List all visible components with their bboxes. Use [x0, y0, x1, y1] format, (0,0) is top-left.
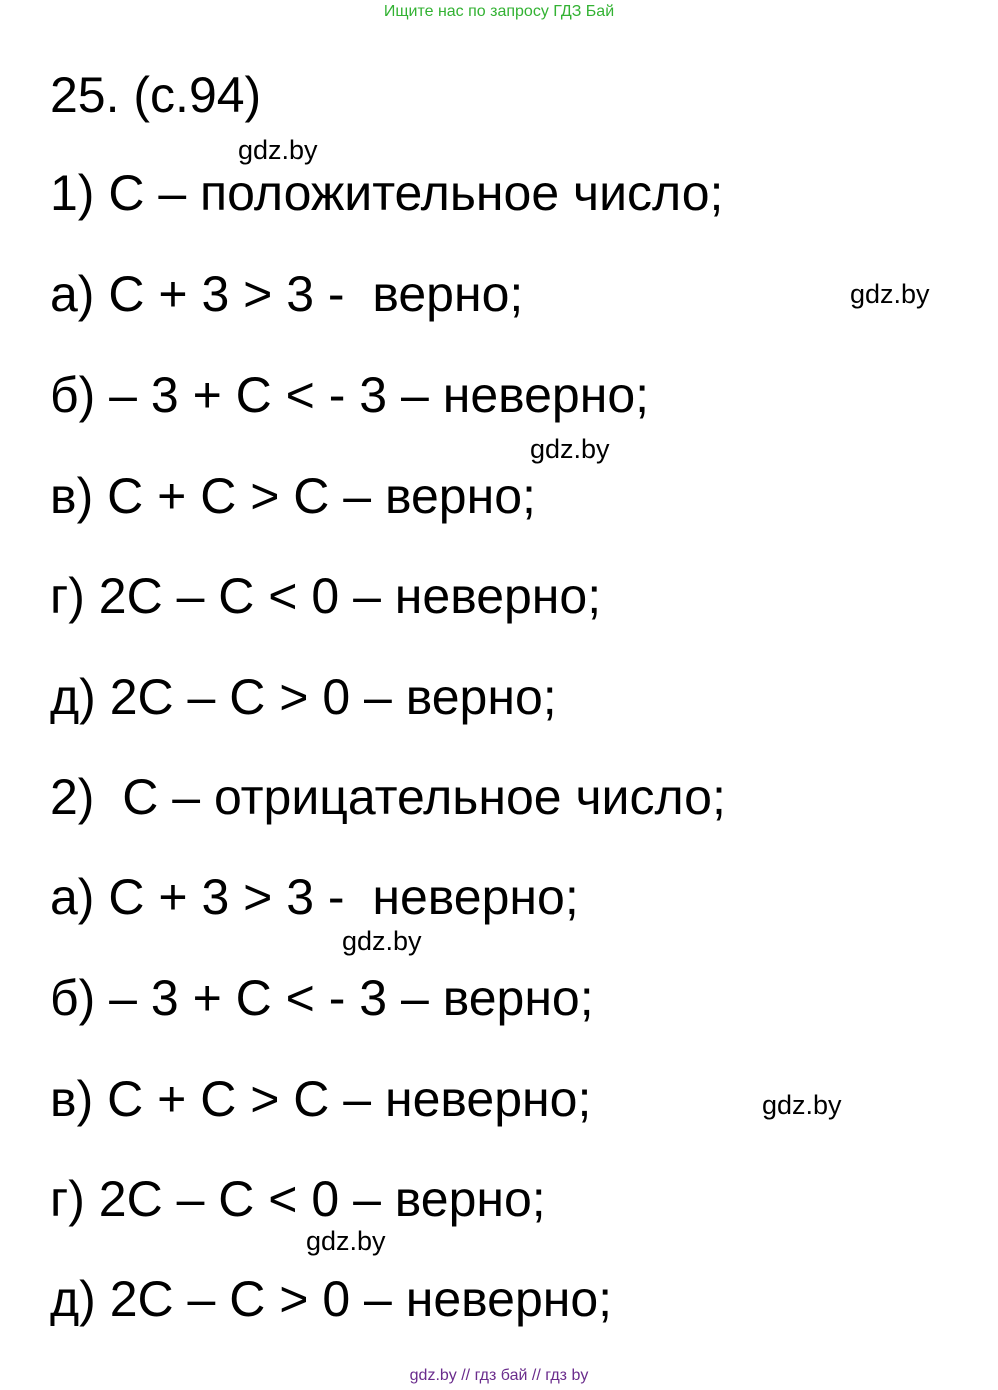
solution-line: д) 2С – С > 0 – неверно; — [50, 1271, 613, 1327]
solution-line: б) – 3 + С < - 3 – верно; — [50, 970, 594, 1026]
search-hint-link[interactable]: Ищите нас по запросу ГДЗ Бай — [383, 3, 615, 20]
watermark: gdz.by — [530, 434, 610, 464]
solution-line: в) С + С > С – неверно; — [50, 1071, 592, 1127]
problem-title: 25. (с.94) — [50, 67, 262, 123]
watermark: gdz.by — [306, 1226, 386, 1256]
solution-line: г) 2С – С < 0 – неверно; — [50, 568, 602, 624]
footer-links[interactable]: gdz.by // гдз бай // гдз by — [409, 1367, 589, 1384]
watermark: gdz.by — [762, 1090, 842, 1120]
watermark: gdz.by — [850, 279, 930, 309]
solution-line: д) 2С – С > 0 – верно; — [50, 669, 557, 725]
solution-line: а) С + 3 > 3 - верно; — [50, 266, 524, 322]
watermark: gdz.by — [342, 926, 422, 956]
watermark: gdz.by — [238, 135, 318, 165]
solution-line: г) 2С – С < 0 – верно; — [50, 1171, 546, 1227]
solution-line: б) – 3 + С < - 3 – неверно; — [50, 367, 650, 423]
solution-line: а) С + 3 > 3 - неверно; — [50, 869, 579, 925]
solution-line: в) С + С > С – верно; — [50, 468, 536, 524]
solution-line: 1) С – положительное число; — [50, 165, 724, 221]
solution-line: 2) С – отрицательное число; — [50, 769, 726, 825]
